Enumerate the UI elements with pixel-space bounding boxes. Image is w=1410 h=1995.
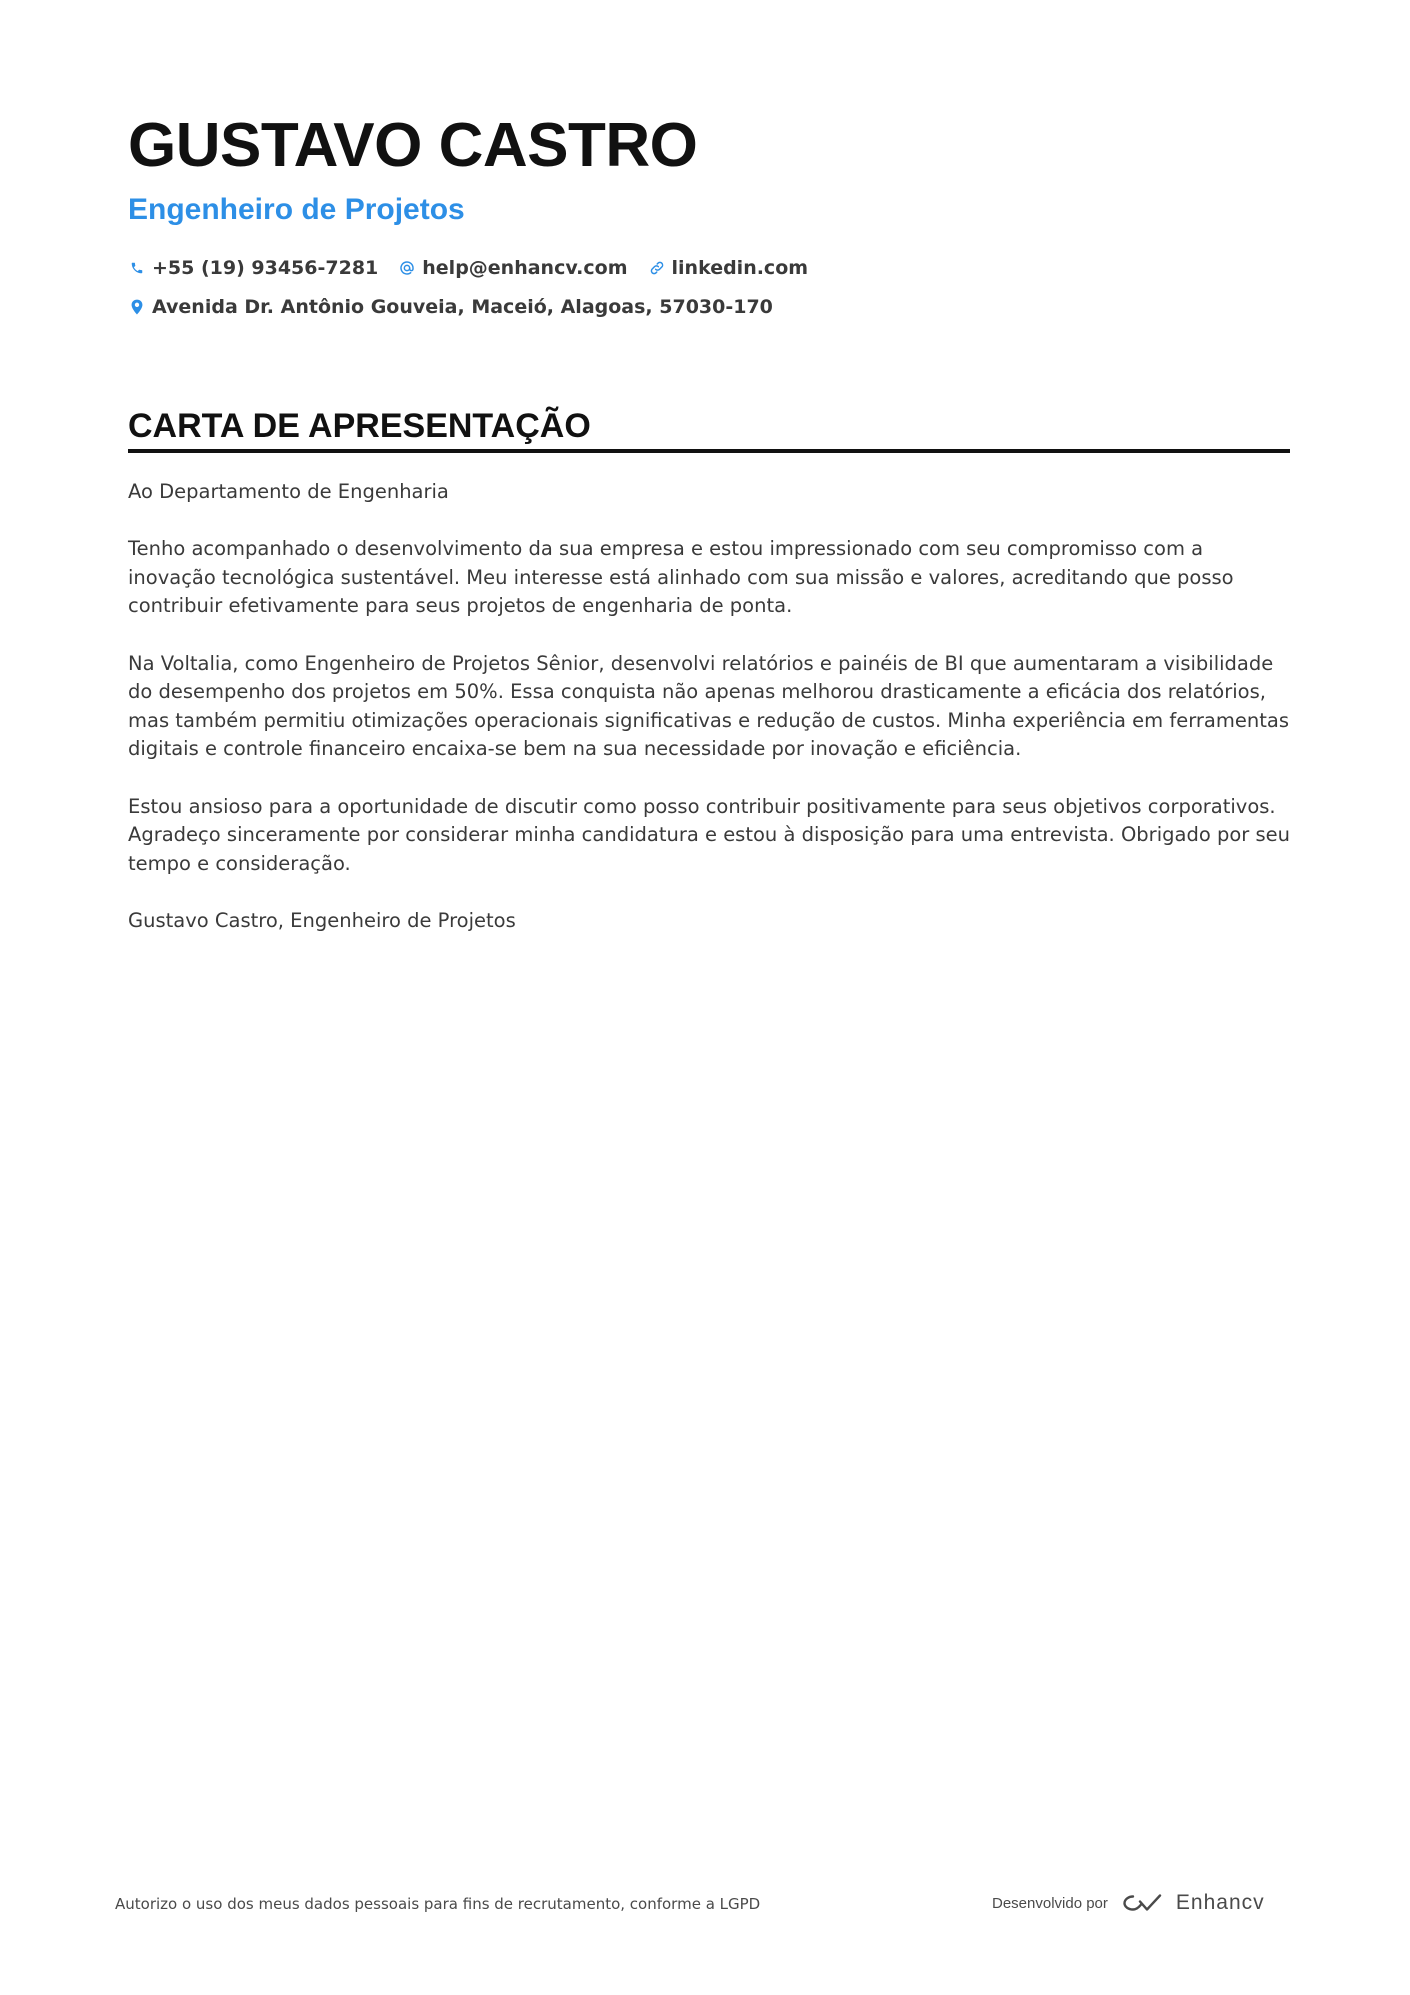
email-text: help@enhancv.com xyxy=(422,257,628,279)
phone-icon xyxy=(128,259,146,277)
powered-by[interactable] xyxy=(992,1887,1265,1919)
link-icon xyxy=(648,259,666,277)
linkedin-text: linkedin.com xyxy=(671,257,809,279)
letter-signature: Gustavo Castro, Engenheiro de Projetos xyxy=(128,908,516,932)
section-title: CARTA DE APRESENTAÇÃO xyxy=(128,407,591,445)
location-pin-icon xyxy=(128,298,146,316)
at-icon xyxy=(398,259,416,277)
powered-by-label: Desenvolvido por xyxy=(992,1894,1108,1912)
contact-address xyxy=(128,296,773,318)
candidate-title: Engenheiro de Projetos xyxy=(128,193,465,226)
letter-paragraph: Tenho acompanhado o desenvolvimento da sua empresa e estou impressionado com seu compromisso com a inovação tecnológica sustentável. Meu interesse está alinhado com sua missão e valores, acreditando que posso contribuir efetivamente para seus projetos de engenharia de ponta. xyxy=(128,537,1234,618)
letter-greeting: Ao Departamento de Engenharia xyxy=(128,480,449,503)
address-text: Avenida Dr. Antônio Gouveia, Maceió, Alagoas, 57030-170 xyxy=(152,296,773,318)
letter-paragraph: Estou ansioso para a oportunidade de discutir como posso contribuir positivamente para seus objetivos corporativos. Agradeço sinceramente por considerar minha candidatura e estou à disposição para uma entrevista. Obrigado por seu tempo e consideração. xyxy=(128,794,1290,875)
section-divider xyxy=(128,449,1290,453)
contact-email[interactable] xyxy=(398,257,627,279)
letter-body xyxy=(128,478,1290,964)
consent-note: Autorizo o uso dos meus dados pessoais para fins de recrutamento, conforme a LGPD xyxy=(115,1895,761,1913)
contact-linkedin[interactable] xyxy=(648,257,809,279)
address-row xyxy=(128,293,793,321)
phone-text: +55 (19) 93456-7281 xyxy=(152,257,379,279)
letter-paragraph: Na Voltalia, como Engenheiro de Projetos Sênior, desenvolvi relatórios e painéis de BI que aumentaram a visibilidade do desempenho dos projetos em 50%. Essa conquista não apenas melhorou drasticamente a eficácia dos relatórios, mas também permitiu otimizações operacionais significativas e redução de custos. Minha experiência em ferramentas digitais e controle financeiro encaixa-se bem na sua necessidade por inovação e eficiência. xyxy=(128,651,1289,761)
contact-row xyxy=(128,254,828,282)
enhancv-logo-icon xyxy=(1120,1891,1166,1915)
contact-phone xyxy=(128,257,378,279)
candidate-name: GUSTAVO CASTRO xyxy=(128,111,698,180)
brand-name: Enhancv xyxy=(1175,1891,1265,1914)
